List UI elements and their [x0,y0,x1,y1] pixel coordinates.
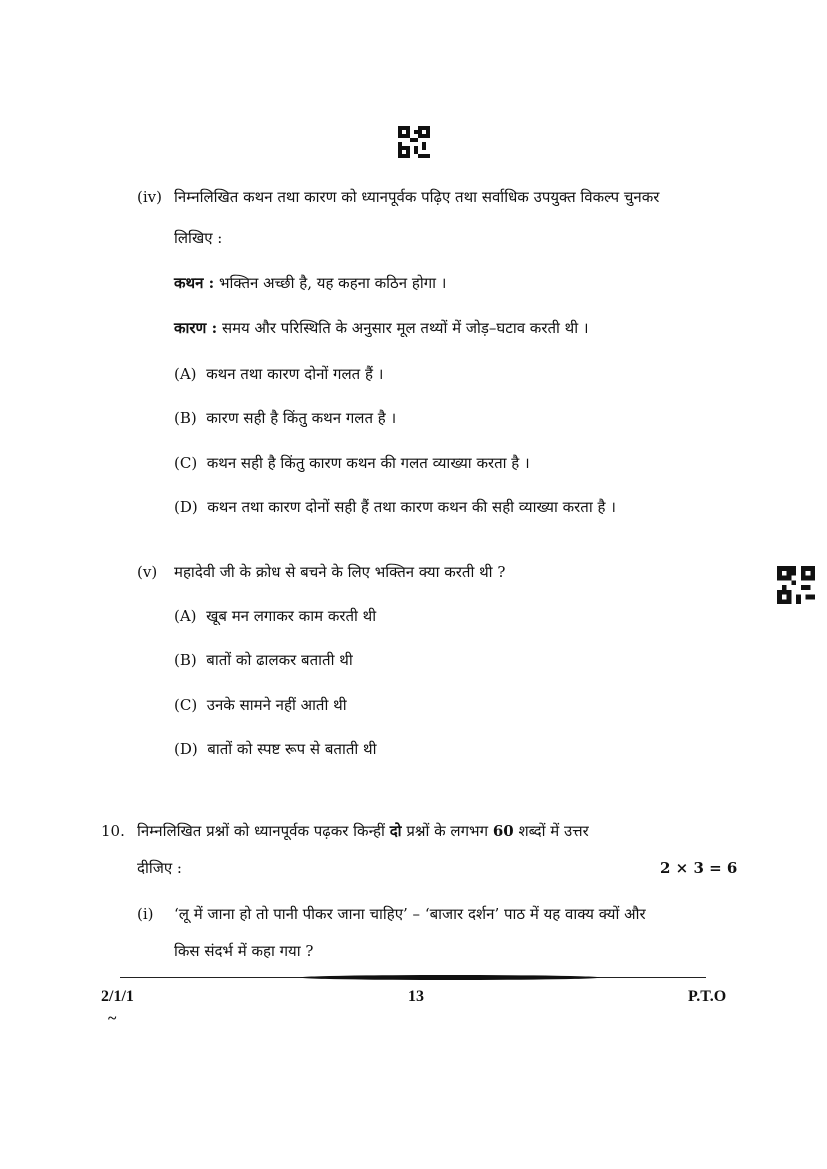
subquestion-number: (i) [137,905,154,923]
option-text: बातों को ढालकर बताती थी [206,651,353,669]
reason [174,317,589,339]
option-label: (A) [174,607,197,625]
option-text: उनके सामने नहीं आती थी [206,696,347,714]
qr-code-top-icon [398,126,430,158]
prompt-text: निम्नलिखित प्रश्नों को ध्यानपूर्वक पढ़कर किन्हीं [137,822,385,840]
marks: 2 × 3 = 6 [660,859,738,877]
option-label: (B) [174,651,197,669]
statement-text: भक्तिन अच्छी है, यह कहना कठिन होगा । [218,274,447,292]
option-a [174,605,376,627]
subquestion-text-continued: किस संदर्भ में कहा गया ? [174,942,314,960]
question-prompt [137,820,589,842]
subquestion-number: (iv) [137,188,162,206]
paper-code: 2/1/1 [101,988,134,1005]
option-label: (C) [174,696,198,714]
option-b [174,407,396,429]
option-d [174,496,616,518]
pto-label: P.T.O [688,988,727,1005]
option-text: कथन तथा कारण दोनों गलत हैं । [206,365,384,383]
page-number: 13 [408,988,424,1005]
word-count: 60 [492,822,514,840]
option-label: (D) [174,740,198,758]
reason-label: कारण : [174,319,218,337]
prompt-text: शब्दों में उत्तर [518,822,589,840]
subquestion-text: ‘लू में जाना हो तो पानी पीकर जाना चाहिए’ – ‘बाजार दर्शन’ पाठ में यह वाक्य क्यों और [174,905,646,923]
tilde-mark: ~ [108,1010,117,1027]
option-text: कथन सही है किंतु कारण कथन की गलत व्याख्या करता है । [206,454,530,472]
prompt-text: प्रश्नों के लगभग [406,822,489,840]
option-label: (B) [174,409,197,427]
option-text: बातों को स्पष्ट रूप से बताती थी [207,740,377,758]
option-c [174,694,347,716]
question-prompt: निम्नलिखित कथन तथा कारण को ध्यानपूर्वक पढ़िए तथा सर्वाधिक उपयुक्त विकल्प चुनकर [174,188,660,206]
question-prompt-continued: दीजिए : [137,859,182,877]
question-number: 10. [101,822,125,840]
option-label: (D) [174,498,198,516]
option-d [174,738,377,760]
statement [174,272,447,294]
option-text: खूब मन लगाकर काम करती थी [206,607,377,625]
option-label: (A) [174,365,197,383]
question-prompt: महादेवी जी के क्रोध से बचने के लिए भक्तिन क्या करती थी ? [174,563,506,581]
qr-code-side-icon [777,566,815,604]
option-label: (C) [174,454,198,472]
subquestion-number: (v) [137,563,158,581]
option-c [174,452,530,474]
prompt-emphasis: दो [389,822,402,840]
footer-divider-bold [300,975,600,980]
option-text: कारण सही है किंतु कथन गलत है । [206,409,397,427]
question-prompt-continued: लिखिए : [174,229,223,247]
option-a [174,363,383,385]
option-b [174,649,353,671]
reason-text: समय और परिस्थिति के अनुसार मूल तथ्यों में जोड़–घटाव करती थी । [221,319,589,337]
statement-label: कथन : [174,274,215,292]
option-text: कथन तथा कारण दोनों सही हैं तथा कारण कथन की सही व्याख्या करता है । [207,498,616,516]
